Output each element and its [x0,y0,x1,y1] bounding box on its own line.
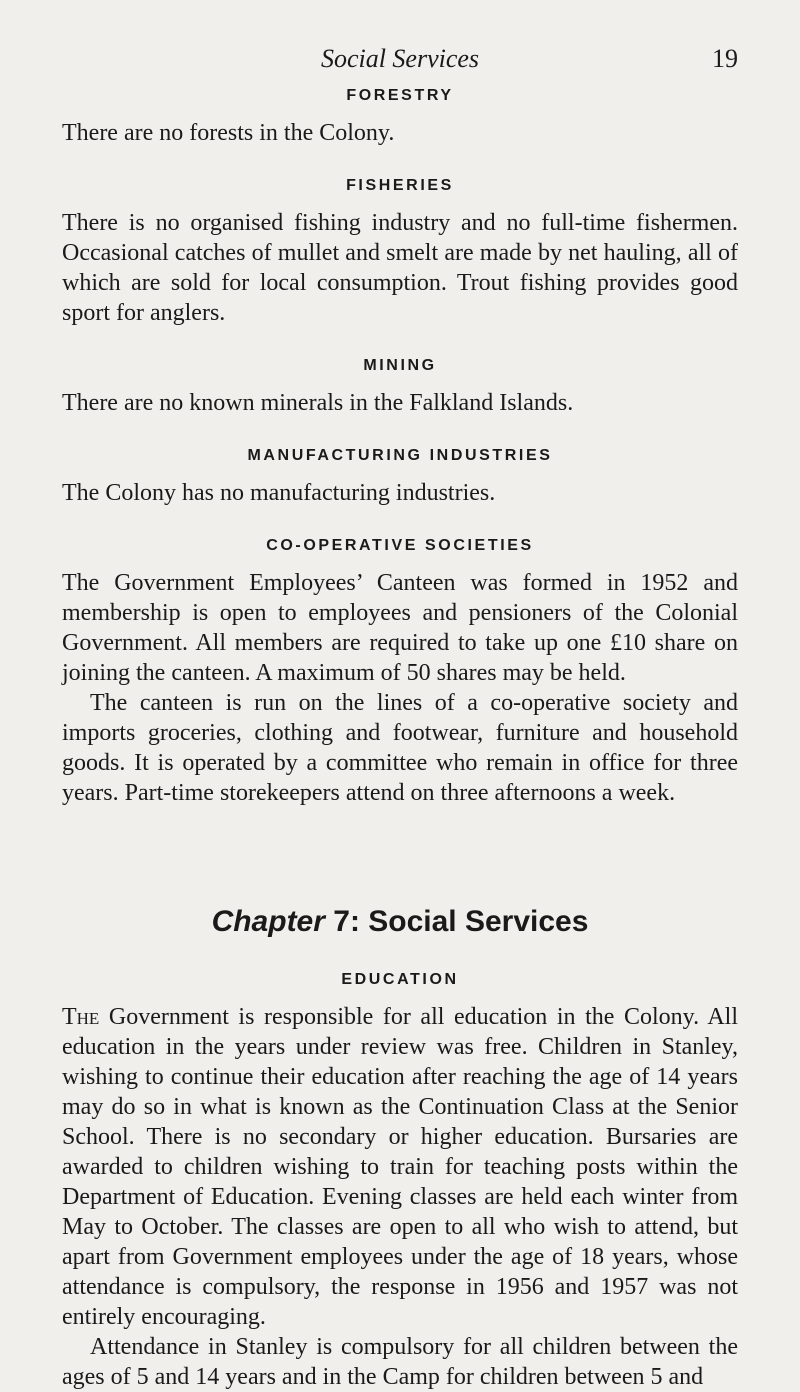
section-heading-mining: MINING [363,357,437,374]
section-heading-fisheries: FISHERIES [346,177,454,194]
chapter-title [62,904,738,940]
education-para-1-text: Government is responsible for all education in the Colony. All education in the years under review was free. Children in Stanley, wishing to continue their education after reaching the age of 14 years may do so in what is known as the Continuation Class at the Senior School. There is no secondary or higher education. Bursaries are awarded to children wishing to train for teaching posts within the Department of Education. Evening classes are held each winter from May to October. The classes are open to all who wish to attend, but apart from Government employees under the age of 18 years, whose attendance is compulsory, the response in 1956 and 1957 was not entirely encouraging. [62,1004,738,1330]
forestry-text: There are no forests in the Colony. [62,120,395,146]
section-heading-manufacturing: MANUFACTURING INDUSTRIES [247,447,553,464]
cooperative-para-2: The canteen is run on the lines of a co-operative society and imports groceries, clothing and footwear, furniture and household goods. It is operated by a committee who remain in office for three years. Part-time storekeepers attend on three afternoons a week. [62,690,738,806]
section-heading-cooperative: CO-OPERATIVE SOCIETIES [266,537,534,554]
mining-text: There are no known minerals in the Falkland Islands. [62,390,574,416]
page-number: 19 [712,44,738,73]
education-para-1 [62,1002,738,1332]
chapter-number-title: 7: Social Services [324,905,589,938]
manufacturing-text: The Colony has no manufacturing industries. [62,480,496,506]
fisheries-text: There is no organised fishing industry and no full-time fishermen. Occasional catches of mullet and smelt are made by net hauling, all of which are sold for local consumption. Trout fishing provides good sport for anglers. [62,210,738,326]
section-heading-forestry: FORESTRY [346,87,454,104]
chapter-label: Chapter [211,905,325,938]
cooperative-para-1: The Government Employees’ Canteen was formed in 1952 and membership is open to employees and pensioners of the Colonial Government. All members are required to take up one £10 share on joining the canteen. A maximum of 50 shares may be held. [62,570,738,686]
running-head [0,44,800,78]
education-para-2: Attendance in Stanley is compulsory for all children between the ages of 5 and 14 years and in the Camp for children between 5 and [62,1334,738,1390]
running-title: Social Services [320,44,480,73]
page-body [62,86,738,1392]
section-heading-education: EDUCATION [341,971,459,988]
education-lead-word: The [62,1004,100,1030]
